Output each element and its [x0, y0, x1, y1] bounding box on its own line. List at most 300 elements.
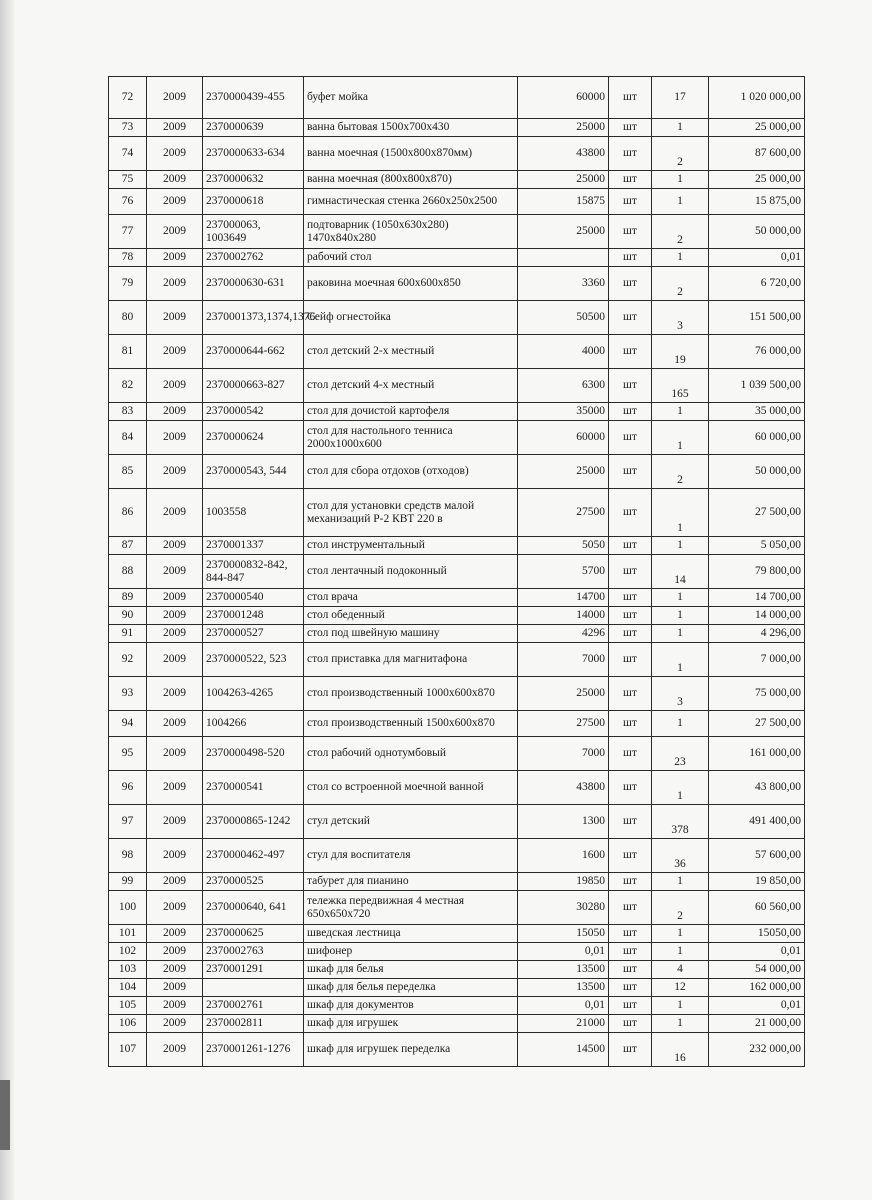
row-unit: шт	[609, 943, 652, 961]
row-number: 89	[109, 589, 147, 607]
table-row	[109, 301, 805, 335]
row-inventory-code: 1004266	[203, 711, 304, 737]
row-number: 106	[109, 1015, 147, 1033]
row-number: 103	[109, 961, 147, 979]
row-item-name: шифонер	[304, 943, 518, 961]
row-quantity: 1	[652, 997, 709, 1015]
row-quantity: 1	[652, 403, 709, 421]
row-number: 107	[109, 1033, 147, 1067]
row-inventory-code: 2370000439-455	[203, 77, 304, 119]
row-year: 2009	[147, 839, 203, 873]
row-unit: шт	[609, 677, 652, 711]
row-item-name: стол для настольного тенниса 2000х1000х600	[304, 421, 518, 455]
row-unit: шт	[609, 1033, 652, 1067]
row-unit: шт	[609, 301, 652, 335]
row-number: 91	[109, 625, 147, 643]
table-row	[109, 677, 805, 711]
row-quantity: 1	[652, 249, 709, 267]
table-row	[109, 979, 805, 997]
row-total: 14 700,00	[709, 589, 805, 607]
row-unit-price: 60000	[518, 421, 609, 455]
row-item-name: стол производственный 1000х600х870	[304, 677, 518, 711]
row-number: 105	[109, 997, 147, 1015]
row-total: 50 000,00	[709, 455, 805, 489]
row-total: 43 800,00	[709, 771, 805, 805]
row-inventory-code: 237000063, 1003649	[203, 215, 304, 249]
row-total: 1 039 500,00	[709, 369, 805, 403]
row-quantity: 1	[652, 943, 709, 961]
row-year: 2009	[147, 421, 203, 455]
row-unit-price: 30280	[518, 891, 609, 925]
row-inventory-code: 2370000525	[203, 873, 304, 891]
row-unit-price: 4000	[518, 335, 609, 369]
row-number: 93	[109, 677, 147, 711]
row-year: 2009	[147, 943, 203, 961]
table-row	[109, 403, 805, 421]
row-inventory-code: 2370001373,1374,1376	[203, 301, 304, 335]
row-total: 6 720,00	[709, 267, 805, 301]
row-inventory-code: 2370002762	[203, 249, 304, 267]
table-row	[109, 489, 805, 537]
row-unit: шт	[609, 77, 652, 119]
row-inventory-code: 2370002811	[203, 1015, 304, 1033]
row-inventory-code: 2370001291	[203, 961, 304, 979]
row-year: 2009	[147, 171, 203, 189]
row-number: 100	[109, 891, 147, 925]
row-number: 98	[109, 839, 147, 873]
row-year: 2009	[147, 979, 203, 997]
row-total: 491 400,00	[709, 805, 805, 839]
table-row	[109, 555, 805, 589]
row-quantity: 1	[652, 643, 709, 677]
row-quantity: 12	[652, 979, 709, 997]
table-row	[109, 267, 805, 301]
table-row	[109, 335, 805, 369]
row-year: 2009	[147, 215, 203, 249]
row-unit: шт	[609, 403, 652, 421]
row-item-name: шкаф для игрушек переделка	[304, 1033, 518, 1067]
table-row	[109, 1033, 805, 1067]
row-total: 5 050,00	[709, 537, 805, 555]
row-inventory-code: 2370000632	[203, 171, 304, 189]
table-row	[109, 711, 805, 737]
table-row	[109, 455, 805, 489]
row-unit-price: 25000	[518, 677, 609, 711]
row-quantity: 17	[652, 77, 709, 119]
row-total: 21 000,00	[709, 1015, 805, 1033]
row-item-name: стол лентачный подоконный	[304, 555, 518, 589]
row-inventory-code: 2370000630-631	[203, 267, 304, 301]
row-item-name: буфет мойка	[304, 77, 518, 119]
row-inventory-code: 2370000639	[203, 119, 304, 137]
row-quantity: 1	[652, 537, 709, 555]
row-number: 101	[109, 925, 147, 943]
row-unit: шт	[609, 455, 652, 489]
row-number: 87	[109, 537, 147, 555]
row-number: 83	[109, 403, 147, 421]
table-row	[109, 943, 805, 961]
row-year: 2009	[147, 737, 203, 771]
row-number: 81	[109, 335, 147, 369]
row-unit-price: 5700	[518, 555, 609, 589]
row-quantity: 23	[652, 737, 709, 771]
row-unit-price	[518, 249, 609, 267]
row-unit-price: 7000	[518, 643, 609, 677]
row-inventory-code: 2370000543, 544	[203, 455, 304, 489]
row-quantity: 165	[652, 369, 709, 403]
row-unit: шт	[609, 537, 652, 555]
row-quantity: 19	[652, 335, 709, 369]
row-unit: шт	[609, 119, 652, 137]
row-inventory-code: 2370001337	[203, 537, 304, 555]
table-row	[109, 607, 805, 625]
row-unit-price: 13500	[518, 961, 609, 979]
row-item-name: стол для дочистой картофеля	[304, 403, 518, 421]
row-number: 88	[109, 555, 147, 589]
row-unit-price: 14500	[518, 1033, 609, 1067]
row-inventory-code: 2370002761	[203, 997, 304, 1015]
row-total: 54 000,00	[709, 961, 805, 979]
row-quantity: 1	[652, 771, 709, 805]
table-row	[109, 891, 805, 925]
row-inventory-code: 2370000625	[203, 925, 304, 943]
row-number: 84	[109, 421, 147, 455]
row-number: 80	[109, 301, 147, 335]
row-unit-price: 60000	[518, 77, 609, 119]
row-item-name: ванна моечная (1500х800х870мм)	[304, 137, 518, 171]
row-unit: шт	[609, 805, 652, 839]
row-year: 2009	[147, 805, 203, 839]
row-item-name: ванна моечная (800х800х870)	[304, 171, 518, 189]
row-inventory-code: 2370000462-497	[203, 839, 304, 873]
row-unit-price: 14700	[518, 589, 609, 607]
row-number: 92	[109, 643, 147, 677]
table-row	[109, 119, 805, 137]
table-row	[109, 925, 805, 943]
row-inventory-code: 1004263-4265	[203, 677, 304, 711]
row-quantity: 1	[652, 711, 709, 737]
row-inventory-code: 2370000663-827	[203, 369, 304, 403]
row-unit-price: 5050	[518, 537, 609, 555]
row-total: 232 000,00	[709, 1033, 805, 1067]
row-inventory-code: 2370000644-662	[203, 335, 304, 369]
row-inventory-code: 2370000624	[203, 421, 304, 455]
row-year: 2009	[147, 455, 203, 489]
table-row	[109, 805, 805, 839]
scan-edge-mark	[0, 1080, 10, 1150]
row-total: 60 560,00	[709, 891, 805, 925]
row-unit-price: 27500	[518, 711, 609, 737]
row-unit: шт	[609, 267, 652, 301]
row-quantity: 36	[652, 839, 709, 873]
table-row	[109, 643, 805, 677]
row-unit-price: 19850	[518, 873, 609, 891]
row-unit-price: 0,01	[518, 997, 609, 1015]
row-inventory-code: 1003558	[203, 489, 304, 537]
row-inventory-code: 2370000633-634	[203, 137, 304, 171]
row-unit: шт	[609, 625, 652, 643]
row-unit-price: 14000	[518, 607, 609, 625]
row-unit-price: 0,01	[518, 943, 609, 961]
row-number: 76	[109, 189, 147, 215]
table-row	[109, 171, 805, 189]
row-item-name: табурет для пианино	[304, 873, 518, 891]
row-quantity: 1	[652, 1015, 709, 1033]
row-unit: шт	[609, 737, 652, 771]
row-total: 0,01	[709, 249, 805, 267]
row-unit: шт	[609, 171, 652, 189]
row-year: 2009	[147, 77, 203, 119]
row-number: 99	[109, 873, 147, 891]
row-unit: шт	[609, 771, 652, 805]
row-quantity: 16	[652, 1033, 709, 1067]
row-year: 2009	[147, 1015, 203, 1033]
row-item-name: стол детский 2-х местный	[304, 335, 518, 369]
row-quantity: 3	[652, 301, 709, 335]
row-year: 2009	[147, 301, 203, 335]
row-year: 2009	[147, 489, 203, 537]
row-number: 95	[109, 737, 147, 771]
row-year: 2009	[147, 1033, 203, 1067]
row-quantity: 1	[652, 607, 709, 625]
table-row	[109, 961, 805, 979]
row-year: 2009	[147, 607, 203, 625]
row-item-name: шкаф для белья переделка	[304, 979, 518, 997]
row-year: 2009	[147, 997, 203, 1015]
row-inventory-code: 2370000640, 641	[203, 891, 304, 925]
row-year: 2009	[147, 771, 203, 805]
row-number: 90	[109, 607, 147, 625]
row-unit-price: 15050	[518, 925, 609, 943]
row-total: 27 500,00	[709, 711, 805, 737]
row-item-name: ванна бытовая 1500х700х430	[304, 119, 518, 137]
row-item-name: Сейф огнестойка	[304, 301, 518, 335]
row-year: 2009	[147, 643, 203, 677]
row-inventory-code: 2370000498-520	[203, 737, 304, 771]
row-inventory-code: 2370000542	[203, 403, 304, 421]
row-total: 15 875,00	[709, 189, 805, 215]
row-item-name: стул детский	[304, 805, 518, 839]
row-total: 50 000,00	[709, 215, 805, 249]
row-item-name: шкаф для документов	[304, 997, 518, 1015]
row-number: 94	[109, 711, 147, 737]
row-item-name: шкаф для белья	[304, 961, 518, 979]
row-quantity: 1	[652, 119, 709, 137]
row-quantity: 1	[652, 171, 709, 189]
row-unit: шт	[609, 1015, 652, 1033]
table-row	[109, 77, 805, 119]
row-quantity: 378	[652, 805, 709, 839]
row-unit-price: 15875	[518, 189, 609, 215]
row-quantity: 2	[652, 891, 709, 925]
row-item-name: стол рабочий однотумбовый	[304, 737, 518, 771]
row-year: 2009	[147, 137, 203, 171]
row-unit: шт	[609, 925, 652, 943]
row-total: 162 000,00	[709, 979, 805, 997]
row-unit: шт	[609, 249, 652, 267]
table-row	[109, 1015, 805, 1033]
row-quantity: 2	[652, 455, 709, 489]
row-quantity: 2	[652, 267, 709, 301]
row-unit-price: 27500	[518, 489, 609, 537]
row-item-name: стол со встроенной моечной ванной	[304, 771, 518, 805]
row-quantity: 2	[652, 137, 709, 171]
row-quantity: 1	[652, 421, 709, 455]
row-quantity: 1	[652, 589, 709, 607]
table-row	[109, 137, 805, 171]
table-row	[109, 537, 805, 555]
row-unit: шт	[609, 873, 652, 891]
inventory-table-body	[109, 77, 805, 1067]
row-total: 161 000,00	[709, 737, 805, 771]
row-number: 74	[109, 137, 147, 171]
row-unit-price: 7000	[518, 737, 609, 771]
row-unit: шт	[609, 961, 652, 979]
row-number: 73	[109, 119, 147, 137]
row-quantity: 1	[652, 489, 709, 537]
row-unit: шт	[609, 335, 652, 369]
row-unit-price: 1600	[518, 839, 609, 873]
row-year: 2009	[147, 625, 203, 643]
row-unit: шт	[609, 137, 652, 171]
row-inventory-code: 2370001261-1276	[203, 1033, 304, 1067]
table-row	[109, 421, 805, 455]
row-unit-price: 25000	[518, 455, 609, 489]
row-total: 25 000,00	[709, 119, 805, 137]
table-row	[109, 873, 805, 891]
row-item-name: стол приставка для магнитафона	[304, 643, 518, 677]
row-year: 2009	[147, 249, 203, 267]
row-year: 2009	[147, 925, 203, 943]
row-year: 2009	[147, 555, 203, 589]
row-number: 85	[109, 455, 147, 489]
row-year: 2009	[147, 677, 203, 711]
row-unit: шт	[609, 711, 652, 737]
row-unit: шт	[609, 607, 652, 625]
row-year: 2009	[147, 961, 203, 979]
row-number: 96	[109, 771, 147, 805]
row-year: 2009	[147, 369, 203, 403]
row-total: 75 000,00	[709, 677, 805, 711]
row-year: 2009	[147, 891, 203, 925]
row-total: 0,01	[709, 997, 805, 1015]
row-unit: шт	[609, 891, 652, 925]
row-item-name: стул для воспитателя	[304, 839, 518, 873]
row-unit: шт	[609, 421, 652, 455]
row-number: 75	[109, 171, 147, 189]
row-unit-price: 1300	[518, 805, 609, 839]
row-number: 97	[109, 805, 147, 839]
row-item-name: раковина моечная 600х600х850	[304, 267, 518, 301]
row-inventory-code: 2370000522, 523	[203, 643, 304, 677]
row-quantity: 1	[652, 873, 709, 891]
row-number: 86	[109, 489, 147, 537]
row-inventory-code: 2370000865-1242	[203, 805, 304, 839]
row-item-name: стол для установки средств малой механизаций Р-2 КВТ 220 в	[304, 489, 518, 537]
row-item-name: стол инструментальный	[304, 537, 518, 555]
row-quantity: 1	[652, 625, 709, 643]
row-total: 0,01	[709, 943, 805, 961]
row-total: 57 600,00	[709, 839, 805, 873]
row-number: 82	[109, 369, 147, 403]
row-item-name: рабочий стол	[304, 249, 518, 267]
table-row	[109, 589, 805, 607]
row-unit: шт	[609, 489, 652, 537]
row-inventory-code: 2370000618	[203, 189, 304, 215]
scan-edge-shadow	[0, 0, 14, 1200]
row-unit-price: 25000	[518, 119, 609, 137]
row-unit-price: 35000	[518, 403, 609, 421]
row-total: 60 000,00	[709, 421, 805, 455]
row-item-name: подтоварник (1050х630х280) 1470х840х280	[304, 215, 518, 249]
row-number: 104	[109, 979, 147, 997]
table-row	[109, 771, 805, 805]
row-total: 1 020 000,00	[709, 77, 805, 119]
row-quantity: 4	[652, 961, 709, 979]
row-inventory-code: 2370002763	[203, 943, 304, 961]
row-number: 72	[109, 77, 147, 119]
row-unit-price: 6300	[518, 369, 609, 403]
row-quantity: 2	[652, 215, 709, 249]
row-quantity: 14	[652, 555, 709, 589]
row-unit: шт	[609, 643, 652, 677]
row-total: 151 500,00	[709, 301, 805, 335]
row-total: 14 000,00	[709, 607, 805, 625]
row-unit-price: 43800	[518, 771, 609, 805]
row-unit: шт	[609, 979, 652, 997]
row-total: 4 296,00	[709, 625, 805, 643]
inventory-table	[108, 76, 805, 1067]
row-inventory-code: 2370000832-842, 844-847	[203, 555, 304, 589]
row-inventory-code: 2370001248	[203, 607, 304, 625]
row-unit-price: 25000	[518, 171, 609, 189]
row-total: 87 600,00	[709, 137, 805, 171]
row-year: 2009	[147, 589, 203, 607]
row-unit-price: 50500	[518, 301, 609, 335]
row-unit: шт	[609, 997, 652, 1015]
row-inventory-code: 2370000541	[203, 771, 304, 805]
row-inventory-code	[203, 979, 304, 997]
row-quantity: 3	[652, 677, 709, 711]
row-unit: шт	[609, 189, 652, 215]
row-unit-price: 13500	[518, 979, 609, 997]
row-year: 2009	[147, 537, 203, 555]
row-total: 76 000,00	[709, 335, 805, 369]
row-item-name: гимнастическая стенка 2660х250х2500	[304, 189, 518, 215]
row-year: 2009	[147, 403, 203, 421]
row-year: 2009	[147, 189, 203, 215]
row-total: 15050,00	[709, 925, 805, 943]
table-row	[109, 369, 805, 403]
row-total: 25 000,00	[709, 171, 805, 189]
row-unit-price: 21000	[518, 1015, 609, 1033]
row-year: 2009	[147, 335, 203, 369]
row-year: 2009	[147, 267, 203, 301]
table-row	[109, 625, 805, 643]
row-unit-price: 43800	[518, 137, 609, 171]
table-row	[109, 189, 805, 215]
row-item-name: стол врача	[304, 589, 518, 607]
row-unit: шт	[609, 589, 652, 607]
row-year: 2009	[147, 873, 203, 891]
row-item-name: стол для сбора отдохов (отходов)	[304, 455, 518, 489]
row-total: 27 500,00	[709, 489, 805, 537]
row-unit-price: 25000	[518, 215, 609, 249]
row-number: 77	[109, 215, 147, 249]
table-row	[109, 737, 805, 771]
table-row	[109, 249, 805, 267]
row-year: 2009	[147, 711, 203, 737]
